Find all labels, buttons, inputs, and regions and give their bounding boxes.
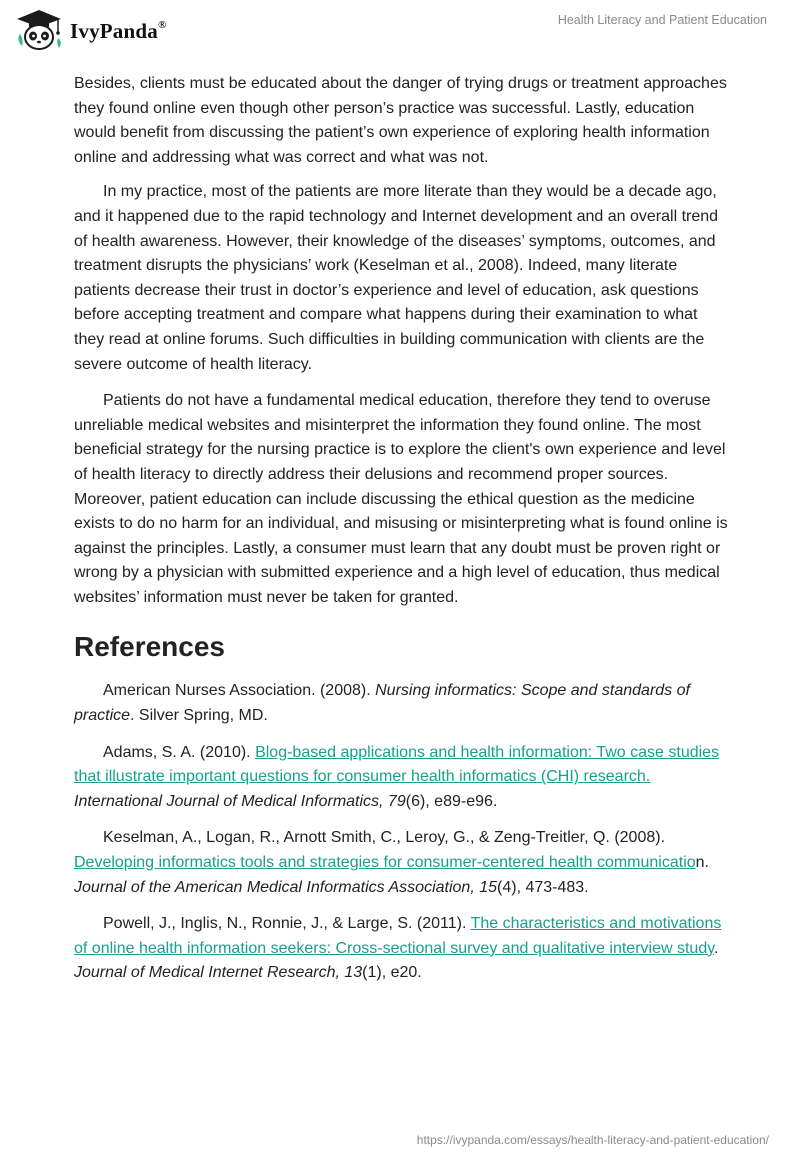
reference-authors: Keselman, A., Logan, R., Arnott Smith, C., Leroy, G., & Zeng-Treitler, Q. (2008). bbox=[103, 829, 666, 847]
reference-link[interactable]: Developing informatics tools and strategies for consumer-centered health communicatio bbox=[74, 854, 696, 872]
reference-journal: Journal of Medical Internet Research, 13 bbox=[74, 964, 363, 982]
reference-link-tail: . bbox=[714, 939, 719, 957]
body-paragraph: Besides, clients must be educated about the danger of trying drugs or treatment approaches they found online even though other person’s practice was successful. Lastly, education would benefit from discussing the patient’s own experience of exploring health information online and addressing what was correct and what was not. bbox=[74, 75, 727, 166]
reference-item bbox=[74, 741, 728, 815]
panda-graduate-icon bbox=[14, 8, 64, 54]
reference-rest: . Silver Spring, MD. bbox=[130, 707, 268, 725]
reference-rest: (6), e89-e96. bbox=[405, 792, 498, 810]
reference-journal: Journal of the American Medical Informatics Association, 15 bbox=[74, 878, 498, 896]
page-url: https://ivypanda.com/essays/health-literacy-and-patient-education/ bbox=[416, 1133, 769, 1147]
ivypanda-logo[interactable] bbox=[14, 8, 166, 54]
reference-item bbox=[74, 679, 728, 728]
page-header bbox=[0, 0, 800, 70]
essay-content bbox=[74, 72, 728, 998]
reference-journal: International Journal of Medical Informatics, 79 bbox=[74, 792, 406, 810]
body-paragraph: In my practice, most of the patients are more literate than they would be a decade ago, and it happened due to the rapid technology and Internet development and an overall trend of health awareness. However, their knowledge of the diseases’ symptoms, outcomes, and treatment disrupts the physicians’ work (Keselman et al., 2008). Indeed, many literate patients decrease their trust in doctor’s experience and level of education, ask questions before accepting treatment and compare what happens during their examination to what they read at online forums. Such difficulties in building communication with clients are the severe outcome of health literacy. bbox=[74, 183, 719, 373]
references-heading: References bbox=[74, 631, 225, 663]
reference-authors: American Nurses Association. (2008). bbox=[103, 682, 376, 700]
reference-title: Nursing informatics: Scope and standards of practice bbox=[74, 682, 690, 725]
reference-link[interactable]: The characteristics and motivations of online health information seekers: Cross-sectional survey and qualitative interview study bbox=[74, 915, 722, 957]
document-title: Health Literacy and Patient Education bbox=[557, 13, 767, 27]
reference-item bbox=[74, 826, 728, 900]
brand-name: IvyPanda® bbox=[70, 18, 167, 43]
reference-link-tail: n. bbox=[695, 854, 709, 872]
reference-rest: (4), 473-483. bbox=[497, 878, 589, 896]
reference-item bbox=[74, 912, 728, 986]
body-paragraph: Patients do not have a fundamental medical education, therefore they tend to overuse unreliable medical websites and misinterpret the information they found online. The most beneficial strategy for the nursing practice is to explore the client's own experience and level of health literacy to directly address their delusions and recommend proper sources. Moreover, patient education can include discussing the ethical question as the medicine exists to do no harm for an individual, and misusing or misinterpreting what is found online is against the principles. Lastly, a consumer must learn that any doubt must be proven right or wrong by a physician with submitted experience and a high level of education, thus medical websites’ information must never be taken for granted. bbox=[74, 392, 728, 606]
reference-link[interactable]: Blog-based applications and health information: Two case studies that illustrate important questions for consumer health informatics (CHI) research. bbox=[74, 743, 720, 786]
reference-authors: Powell, J., Inglis, N., Ronnie, J., & Large, S. (2011). bbox=[103, 915, 471, 933]
reference-rest: (1), e20. bbox=[362, 964, 422, 982]
reference-authors: Adams, S. A. (2010). bbox=[103, 743, 256, 761]
